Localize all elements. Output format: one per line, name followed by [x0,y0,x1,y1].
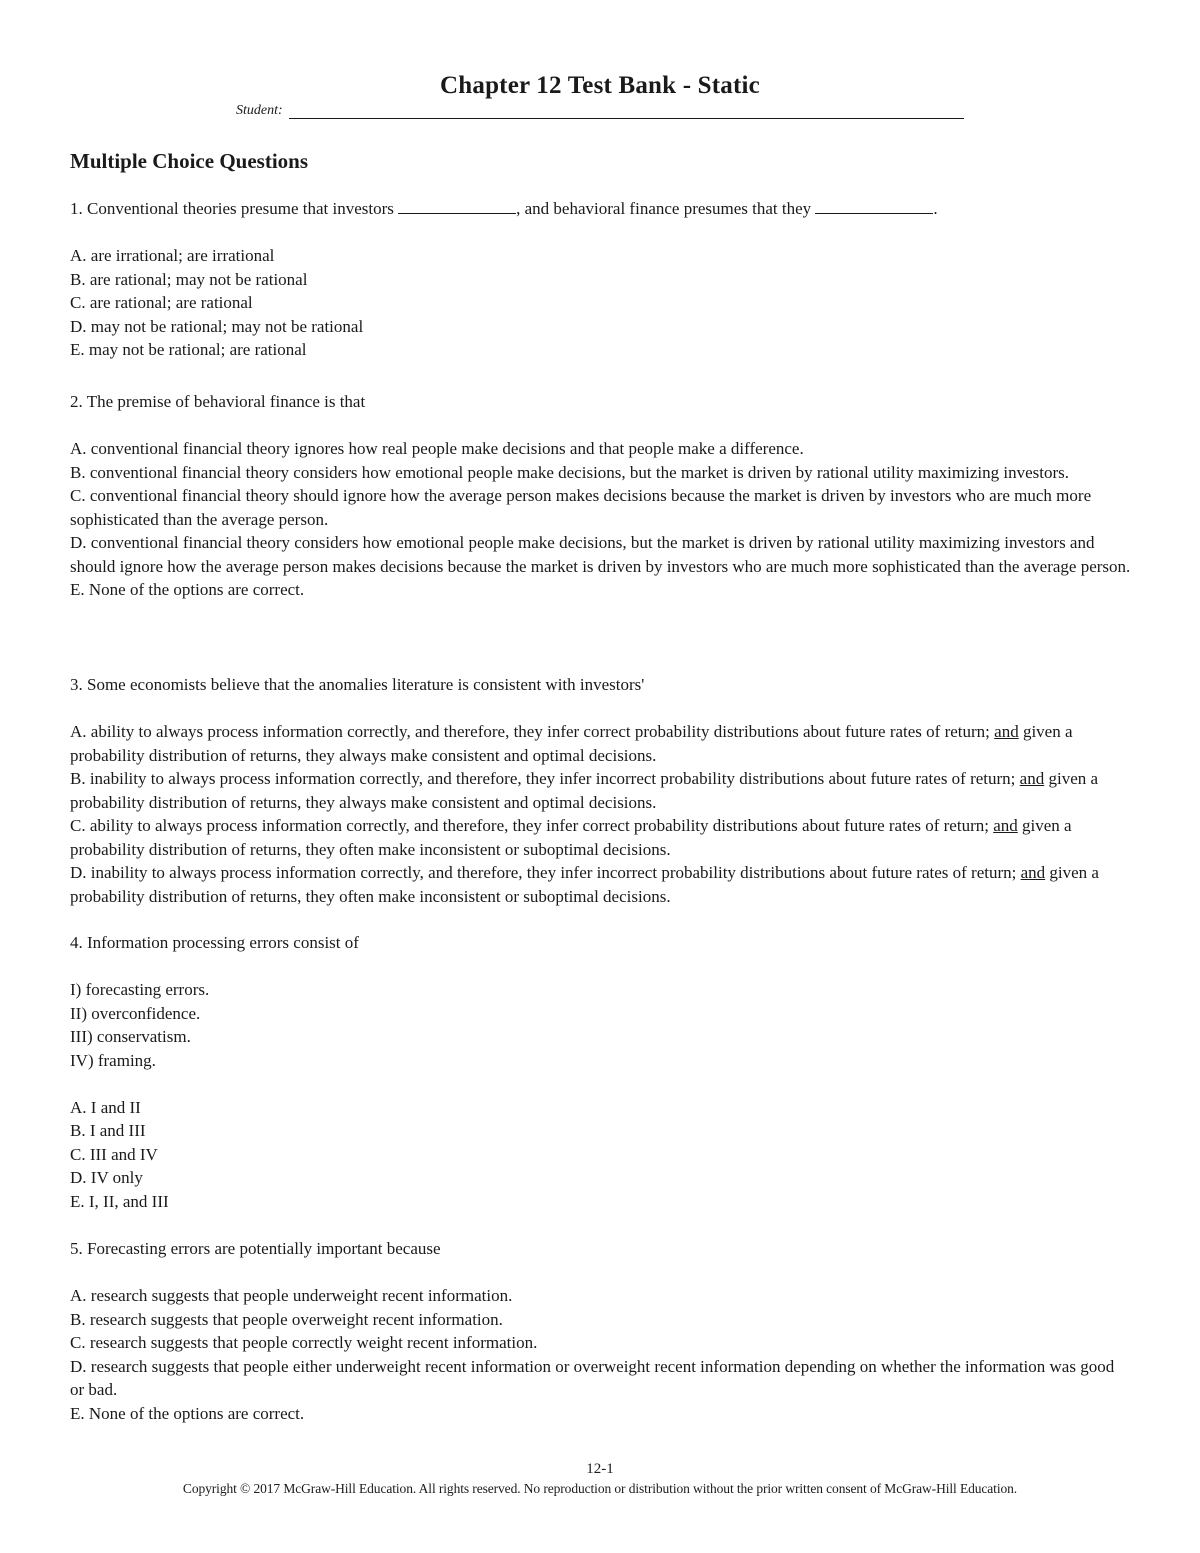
list-item: IV) framing. [70,1050,156,1070]
question-2-stem: 2. The premise of behavioral finance is that [70,392,366,411]
list-item: I) forecasting errors. [70,980,210,999]
answer-blank [398,199,516,214]
answer-option: C. are rational; are rational [70,293,253,312]
answer-option: E. may not be rational; are rational [70,340,307,359]
answer-blank [815,199,933,214]
answer-option: C. research suggests that people correctly weight recent information. [70,1333,538,1352]
page-title: Chapter 12 Test Bank - Static [440,72,760,99]
answer-option: B. I and III [70,1121,146,1140]
answer-option: C. III and IV [70,1144,158,1164]
answer-option: D. inability to always process information correctly, and therefore, they infer incorrect probability distributions about future rates of return; and given a probability distribution of returns, they often make inconsistent or suboptimal decisions. [70,863,1099,906]
answer-option: C. conventional financial theory should ignore how the average person makes decisions because the market is driven by investors who are much more sophisticated than the average person. [70,486,1092,529]
answer-option: E. I, II, and III [70,1191,169,1211]
question-3 [70,673,1132,908]
answer-option: A. I and II [70,1097,141,1117]
student-label: Student: [236,103,283,118]
question-2 [70,390,1132,602]
section-heading: Multiple Choice Questions [70,149,309,173]
answer-option: B. are rational; may not be rational [70,269,308,289]
list-item: II) overconfidence. [70,1003,201,1023]
answer-option: A. research suggests that people underweight recent information. [70,1286,513,1305]
question-1 [70,197,1132,362]
answer-option: B. research suggests that people overweight recent information. [70,1309,503,1329]
answer-option: A. are irrational; are irrational [70,246,275,265]
answer-option: B. conventional financial theory considers how emotional people make decisions, but the market is driven by rational utility maximizing investors. [70,462,1069,482]
student-field [236,103,964,119]
student-name-line[interactable] [289,103,964,119]
answer-option: D. IV only [70,1168,143,1187]
answer-option: A. ability to always process information correctly, and therefore, they infer correct probability distributions about future rates of return; and given a probability distribution of returns, they always make consistent and optimal decisions. [70,722,1073,765]
copyright-notice: Copyright © 2017 McGraw-Hill Education. All rights reserved. No reproduction or distribution without the prior written consent of McGraw-Hill Education. [182,1481,1018,1496]
answer-option: E. None of the options are correct. [70,1403,305,1423]
answer-option: D. may not be rational; may not be rational [70,316,364,336]
page-number: 12-1 [586,1461,614,1477]
list-item: III) conservatism. [70,1027,191,1046]
answer-option: D. research suggests that people either underweight recent information or overweight recent information depending on whether the information was good or bad. [70,1356,1115,1399]
answer-option: B. inability to always process information correctly, and therefore, they infer incorrect probability distributions about future rates of return; and given a probability distribution of returns, they always make consistent and optimal decisions. [70,769,1099,812]
answer-option: E. None of the options are correct. [70,580,305,599]
question-4 [70,931,1132,1213]
question-5-stem: 5. Forecasting errors are potentially important because [70,1239,441,1258]
question-1-stem: 1. Conventional theories presume that investors , and behavioral finance presumes that they . [70,199,938,218]
answer-option: A. conventional financial theory ignores how real people make decisions and that people make a difference. [70,439,804,458]
question-3-stem: 3. Some economists believe that the anomalies literature is consistent with investors' [70,675,645,694]
question-4-stem: 4. Information processing errors consist of [70,933,359,952]
answer-option: D. conventional financial theory considers how emotional people make decisions, but the market is driven by rational utility maximizing investors and should ignore how the average person makes decisions because the market is driven by investors who are much more sophisticated than the average person. [70,533,1131,576]
answer-option: C. ability to always process information correctly, and therefore, they infer correct probability distributions about future rates of return; and given a probability distribution of returns, they often make inconsistent or suboptimal decisions. [70,816,1072,859]
question-5 [70,1237,1132,1425]
